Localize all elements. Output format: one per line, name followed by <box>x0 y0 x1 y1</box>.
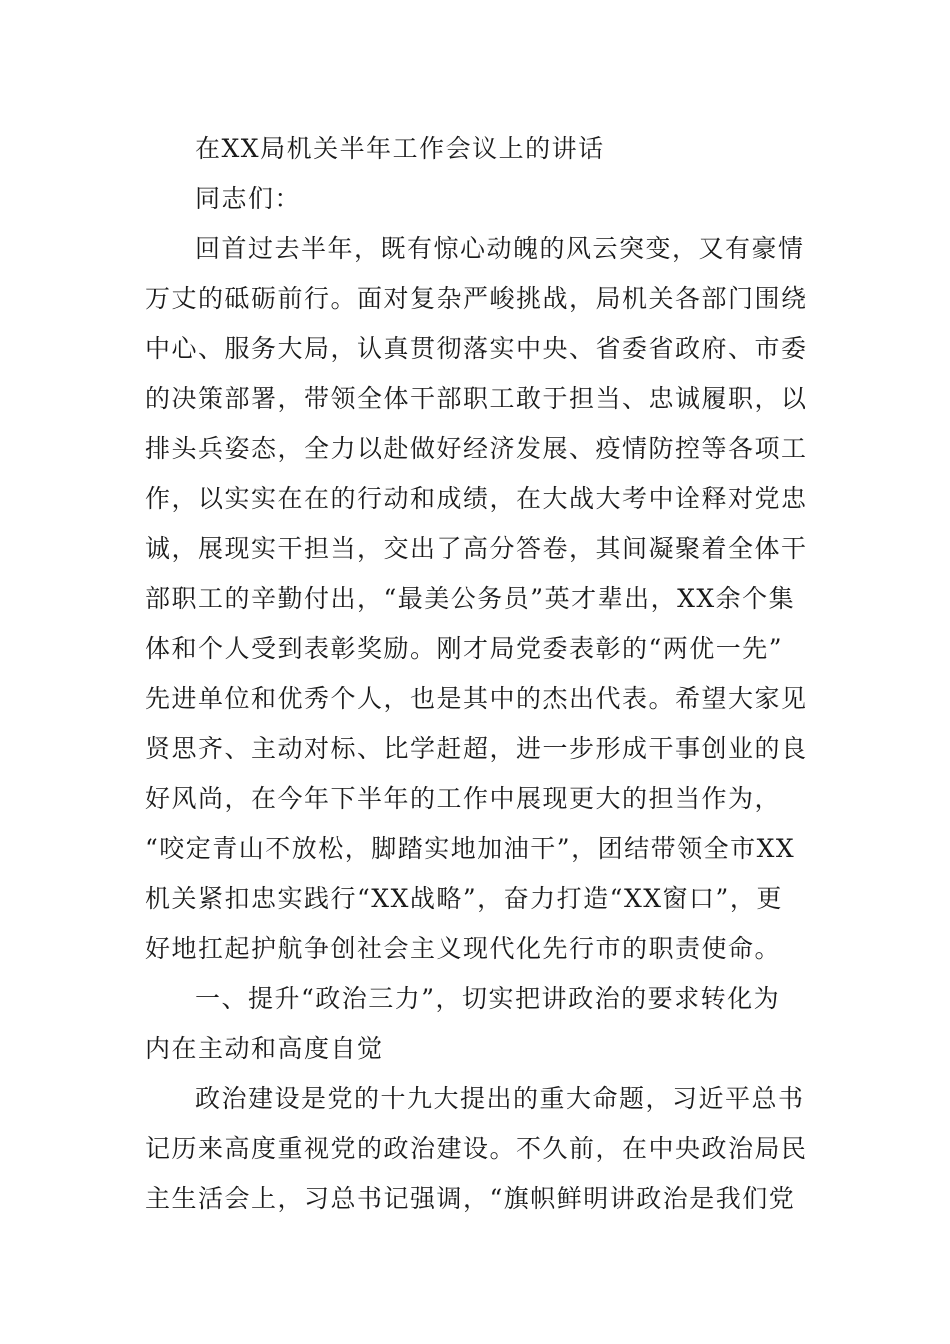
paragraph-3-line-3: 主生活会上，习总书记强调，“旗帜鲜明讲政治是我们党 <box>145 1184 796 1213</box>
paragraph-1-line-7: 诚，展现实干担当，交出了高分答卷，其间凝聚着全体干 <box>145 534 808 563</box>
paragraph-1-line-5: 排头兵姿态，全力以赴做好经济发展、疫情防控等各项工 <box>145 434 808 463</box>
paragraph-1-line-12: 好风尚，在今年下半年的工作中展现更大的担当作为， <box>145 784 782 813</box>
paragraph-1-line-2: 万丈的砥砺前行。面对复杂严峻挑战，局机关各部门围绕 <box>145 284 808 313</box>
paragraph-1-line-11: 贤思齐、主动对标、比学赶超，进一步形成干事创业的良 <box>145 734 808 763</box>
section-heading-line-2: 内在主动和高度自觉 <box>145 1034 384 1063</box>
paragraph-1-line-1: 回首过去半年，既有惊心动魄的风云突变，又有豪情 <box>195 234 805 263</box>
salutation: 同志们： <box>195 184 302 213</box>
paragraph-1-line-13: “咬定青山不放松，脚踏实地加油干”，团结带领全市XX <box>145 834 796 863</box>
paragraph-1-line-6: 作，以实实在在的行动和成绩，在大战大考中诠释对党忠 <box>145 484 808 513</box>
paragraph-3-line-2: 记历来高度重视党的政治建设。不久前，在中央政治局民 <box>145 1134 808 1163</box>
section-heading-line-1: 一、提升“政治三力”，切实把讲政治的要求转化为 <box>195 984 781 1013</box>
paragraph-1-line-9: 体和个人受到表彰奖励。刚才局党委表彰的“两优一先” <box>145 634 784 663</box>
paragraph-1-line-14: 机关紧扣忠实践行“XX战略”，奋力打造“XX窗口”，更 <box>145 884 783 913</box>
document-title: 在XX局机关半年工作会议上的讲话 <box>195 134 605 163</box>
paragraph-1-line-15: 好地扛起护航争创社会主义现代化先行市的职责使命。 <box>145 934 782 963</box>
paragraph-3-line-1: 政治建设是党的十九大提出的重大命题，习近平总书 <box>195 1084 805 1113</box>
paragraph-1-line-8: 部职工的辛勤付出，“最美公务员”英才辈出，XX余个集 <box>145 584 796 613</box>
paragraph-1-line-3: 中心、服务大局，认真贯彻落实中央、省委省政府、市委 <box>145 334 808 363</box>
paragraph-1-line-10: 先进单位和优秀个人，也是其中的杰出代表。希望大家见 <box>145 684 808 713</box>
paragraph-1-line-4: 的决策部署，带领全体干部职工敢于担当、忠诚履职，以 <box>145 384 808 413</box>
